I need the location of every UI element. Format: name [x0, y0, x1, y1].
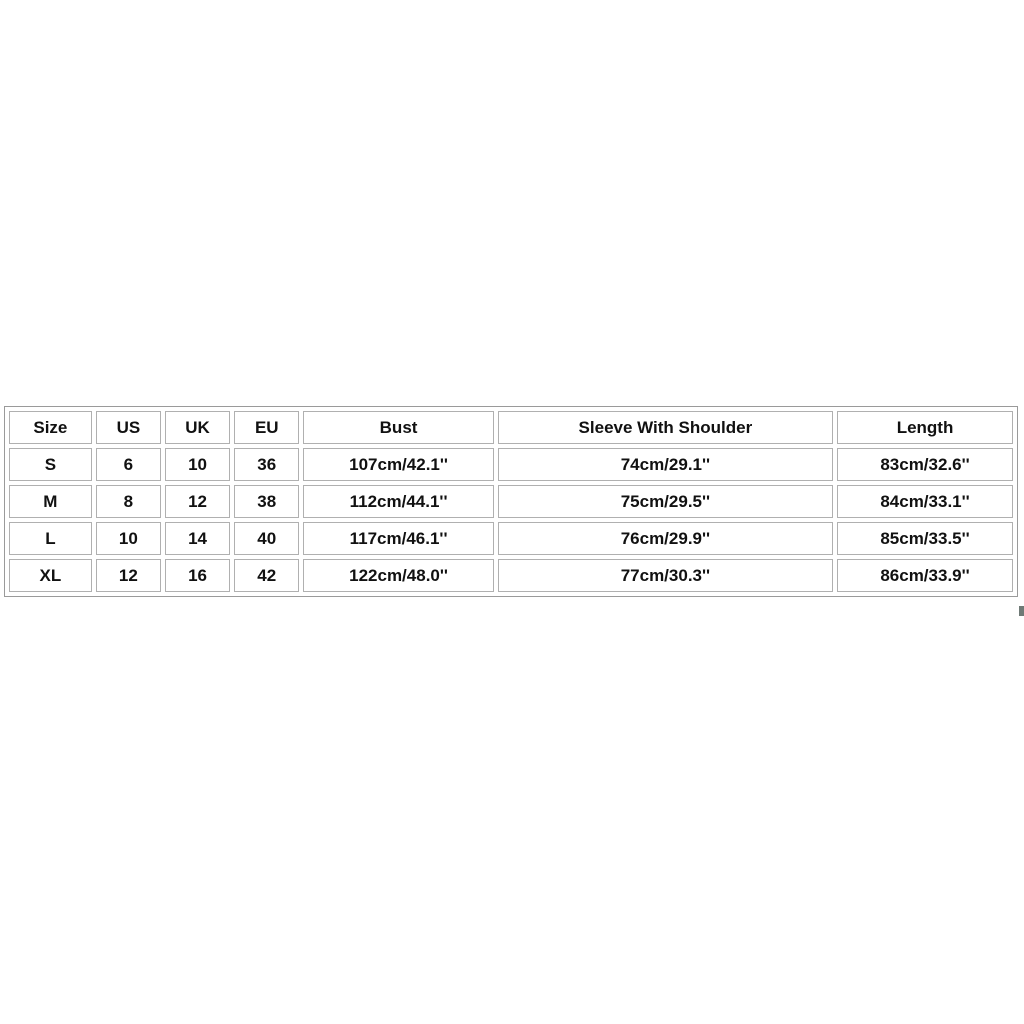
cell-uk: 16: [165, 559, 230, 592]
cell-sleeve-with-shoulder: 77cm/30.3'': [498, 559, 833, 592]
table-row: [9, 522, 1013, 555]
cell-uk: 12: [165, 485, 230, 518]
cell-eu: 38: [234, 485, 299, 518]
header-us: US: [96, 411, 161, 444]
cell-bust: 112cm/44.1'': [303, 485, 493, 518]
cell-size: S: [9, 448, 92, 481]
cell-length: 83cm/32.6'': [837, 448, 1013, 481]
header-size: Size: [9, 411, 92, 444]
edge-artifact: [1019, 606, 1024, 616]
cell-size: XL: [9, 559, 92, 592]
header-eu: EU: [234, 411, 299, 444]
cell-eu: 40: [234, 522, 299, 555]
cell-size: M: [9, 485, 92, 518]
cell-sleeve-with-shoulder: 74cm/29.1'': [498, 448, 833, 481]
cell-us: 10: [96, 522, 161, 555]
table-row: [9, 485, 1013, 518]
cell-bust: 117cm/46.1'': [303, 522, 493, 555]
header-bust: Bust: [303, 411, 493, 444]
table-row: [9, 559, 1013, 592]
cell-length: 84cm/33.1'': [837, 485, 1013, 518]
cell-sleeve-with-shoulder: 76cm/29.9'': [498, 522, 833, 555]
cell-us: 8: [96, 485, 161, 518]
header-uk: UK: [165, 411, 230, 444]
cell-bust: 107cm/42.1'': [303, 448, 493, 481]
cell-uk: 14: [165, 522, 230, 555]
cell-eu: 42: [234, 559, 299, 592]
cell-us: 6: [96, 448, 161, 481]
cell-eu: 36: [234, 448, 299, 481]
table-header-row: [9, 411, 1013, 444]
cell-uk: 10: [165, 448, 230, 481]
cell-length: 86cm/33.9'': [837, 559, 1013, 592]
cell-sleeve-with-shoulder: 75cm/29.5'': [498, 485, 833, 518]
size-chart-table: [4, 406, 1018, 597]
table-row: [9, 448, 1013, 481]
cell-size: L: [9, 522, 92, 555]
cell-length: 85cm/33.5'': [837, 522, 1013, 555]
header-length: Length: [837, 411, 1013, 444]
header-sleeve-with-shoulder: Sleeve With Shoulder: [498, 411, 833, 444]
cell-us: 12: [96, 559, 161, 592]
cell-bust: 122cm/48.0'': [303, 559, 493, 592]
